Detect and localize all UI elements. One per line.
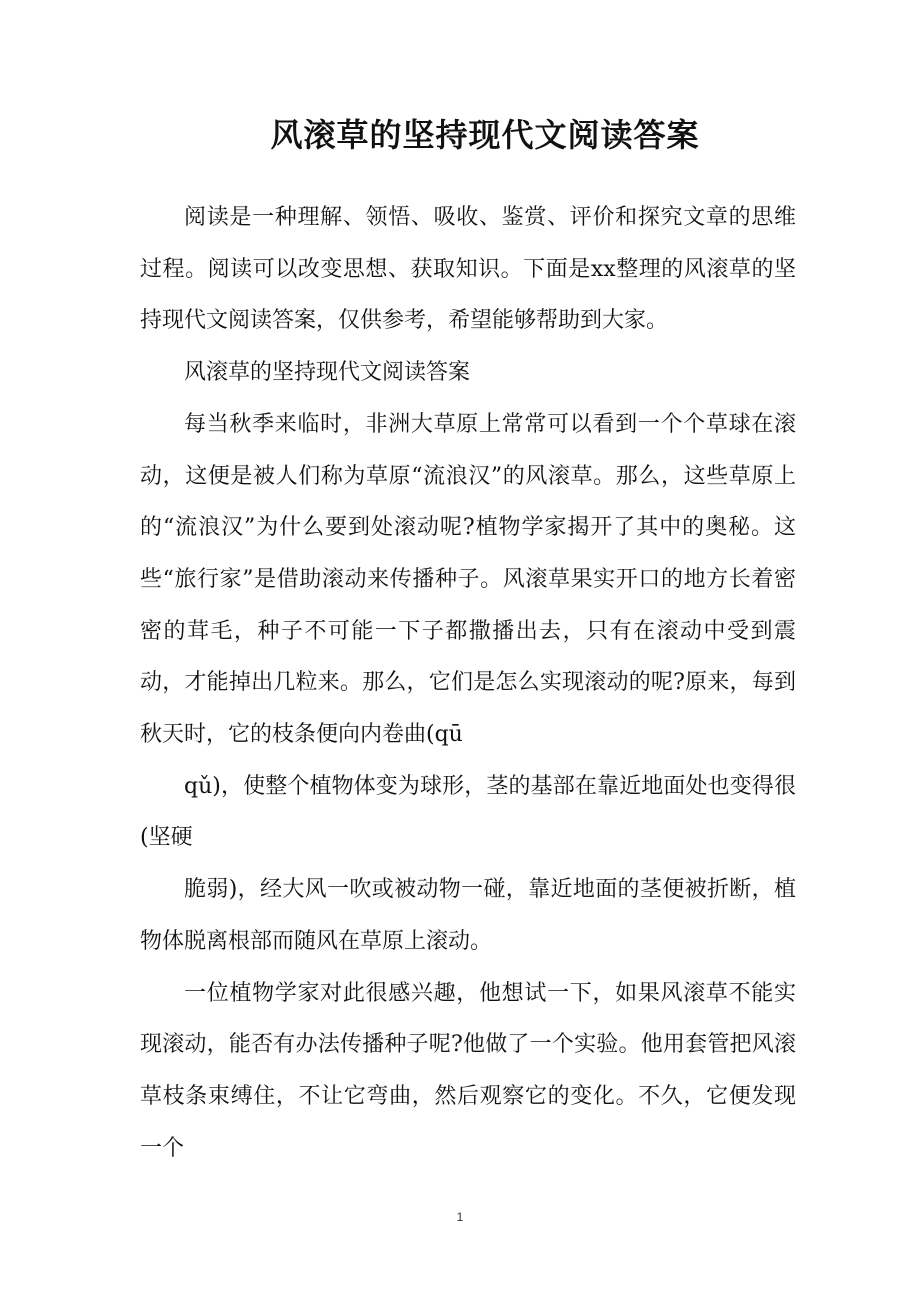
paragraph-story-3: 脆弱)，经大风一吹或被动物一碰，靠近地面的茎便被折断，植物体脱离根部而随风在草原上滚动。: [140, 877, 796, 954]
page-number: 1: [456, 1210, 464, 1224]
document-body: [140, 192, 796, 1174]
paragraph-story-4: 一位植物学家对此很感兴趣，他想试一下，如果风滚草不能实现滚动，能否有办法传播种子呢?他做了一个实验。他用套管把风滚草枝条束缚住，不让它弯曲，然后观察它的变化。不久，它便发现一个: [140, 980, 796, 1161]
paragraph-intro: 阅读是一种理解、领悟、吸收、鉴赏、评价和探究文章的思维过程。阅读可以改变思想、获取知识。下面是xx整理的风滚草的坚持现代文阅读答案，仅供参考，希望能够帮助到大家。: [140, 205, 796, 334]
document-title: 风滚草的坚持现代文阅读答案: [270, 116, 700, 154]
paragraph-subtitle: 风滚草的坚持现代文阅读答案: [184, 360, 471, 386]
paragraph-story-2: qǔ)，使整个植物体变为球形，茎的基部在靠近地面处也变得很(坚硬: [140, 773, 796, 851]
paragraph-story-1: 每当秋季来临时，非洲大草原上常常可以看到一个个草球在滚动，这便是被人们称为草原“流浪汉”的风滚草。那么，这些草原上的“流浪汉”为什么要到处滚动呢?植物学家揭开了其中的奥秘。这些“旅行家”是借助滚动来传播种子。风滚草果实开口的地方长着密密的茸毛，种子不可能一下子都撒播出去，只有在滚动中受到震动，才能掉出几粒来。那么，它们是怎么实现滚动的呢?原来，每到秋天时，它的枝条便向内卷曲(qū: [140, 411, 796, 748]
